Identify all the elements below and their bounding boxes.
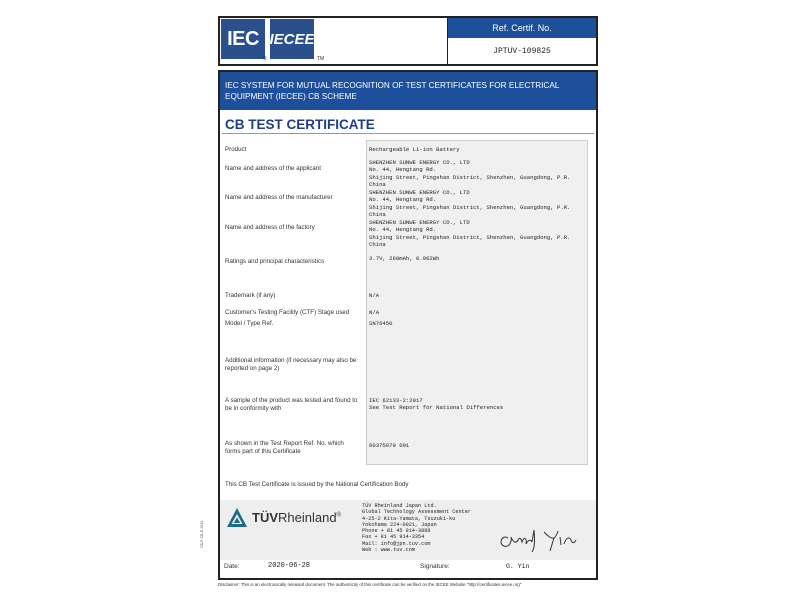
ctf-label: Customer's Testing Facility (CTF) Stage used [225,309,350,316]
tuv-triangle-icon [226,507,248,529]
scheme-text: IEC SYSTEM FOR MUTUAL RECOGNITION OF TEST CERTIFICATES FOR ELECTRICAL EQUIPMENT (IECEE) CB SCHEME [225,81,560,101]
ref-certif-label: Ref. Certif. No. [448,18,596,38]
sample-value: IEC 62133-2:2017 See Test Report for National Differences [369,397,504,412]
applicant-label: Name and address of the applicant [225,165,321,172]
form-code: CB-F-CB-E-2013 [200,520,204,548]
handwritten-signature [494,518,590,554]
applicant-value: SHENZHEN SUNWE ENERGY CO., LTD No. 44, Hengtang Rd. Shijing Street, Pingshan District, Shenzhen, Guangdong, P.R. China [369,159,571,189]
ref-certif-value: JPTUV-109825 [493,46,551,56]
issuer-address: TÜV Rheinland Japan Ltd. Global Technology Assessment Center 4-25-2 Kita-Yamata, Tsuzuki-ku Yokohama 224-0021, Japan Phone + 81 45 914-3888 Fax + 81 45 914-3354 Mail: info@jpn.tuv.com Web : www.tuv.com [362,503,471,554]
product-label: Product [225,146,247,153]
report-value: 60375079 001 [369,442,410,449]
model-label: Model / Type Ref. [225,320,274,327]
sample-label: A sample of the product was tested and found to be in conformity with [225,397,358,412]
factory-label: Name and address of the factory [225,224,315,231]
date-value: 2020-06-28 [268,562,311,570]
issued-statement: This CB Test Certificate is issued by the National Certification Body [225,481,409,488]
trademark-value: N/A [369,292,380,299]
additional-info-label: Additional information (if necessary may also be reported on page 2) [225,357,357,372]
tuv-brand-suffix: Rheinland [278,510,337,525]
signatory-name: G. Yin [506,563,530,570]
ctf-value: N/A [369,309,380,316]
model-value: SN76450 [369,320,393,327]
tuv-brand [252,510,341,525]
ratings-value: 3.7V, 260mAh, 0.962Wh [369,255,440,262]
manufacturer-label: Name and address of the manufacturer [225,194,333,201]
certificate-title: CB TEST CERTIFICATE [225,117,375,132]
title-divider [222,133,594,134]
iecee-logo: IECEE [270,19,314,59]
signature-label: Signature: [420,563,450,570]
date-label: Date: [224,563,240,570]
disclaimer: Disclaimer: This is an electronically released document. The authenticity of this certificate can be verified on the IECEE Website "http://certificates.iecee.org" [218,582,522,587]
report-label: As shown in the Test Report Ref. No. which forms part of this Certificate [225,440,344,455]
tuv-brand-mark: ® [336,512,341,519]
iec-logo: IEC [221,19,265,59]
manufacturer-value: SHENZHEN SUNWE ENERGY CO., LTD No. 44, Hengtang Rd. Shijing Street, Pingshan District, Shenzhen, Guangdong, P.R. China [369,189,571,219]
trademark-label: Trademark (if any) [225,292,276,299]
product-value: Rechargeable Li-ion Battery [369,146,460,153]
registered-mark: ® [263,56,267,62]
factory-value: SHENZHEN SUNWE ENERGY CO., LTD No. 44, Hengtang Rd. Shijing Street, Pingshan District, Shenzhen, Guangdong, P.R. China [369,219,571,249]
tuv-brand-prefix: TÜV [252,510,278,525]
trademark-mark: TM [317,56,325,62]
ratings-label: Ratings and principal characteristics [225,258,325,265]
